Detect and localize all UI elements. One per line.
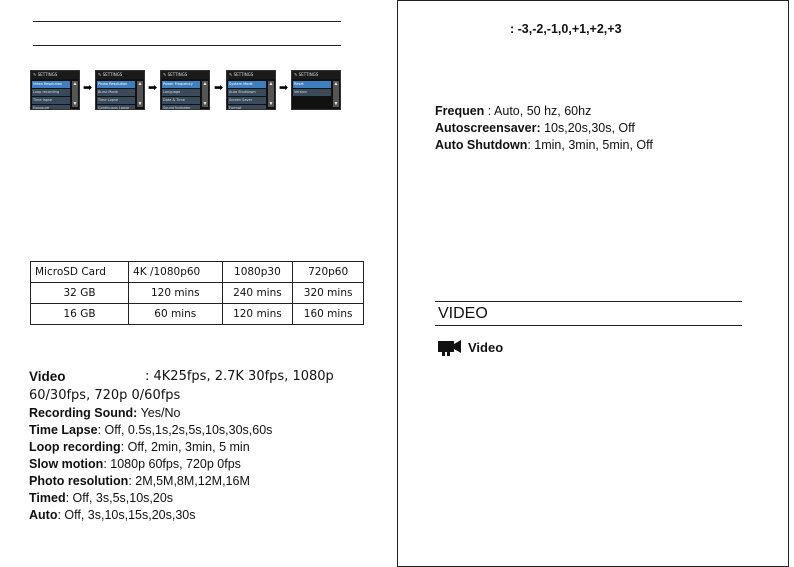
screen-header-label: SETTINGS: [102, 72, 123, 77]
menu-row: Power Frequency: [162, 81, 200, 88]
settings-screen-1: [30, 70, 80, 110]
video-heading-label: Video: [468, 340, 504, 355]
video-camera-icon: [437, 339, 465, 357]
arrow-right-icon: ➡: [279, 82, 289, 94]
settings-screen-2: [95, 70, 145, 110]
menu-row: Video Resolution: [32, 81, 70, 88]
spec-slow-motion: [29, 456, 241, 473]
spec-time-lapse: [29, 422, 272, 439]
screen-header: [161, 71, 209, 79]
spec-label: Photo resolution: [29, 474, 129, 488]
screen-header-label: SETTINGS: [233, 72, 254, 77]
spec-timed: [29, 490, 173, 507]
spec-label: Time Lapse: [29, 423, 98, 437]
menu-row: Screen Saver: [228, 97, 266, 104]
table-row: [31, 283, 364, 304]
table-cell: 120 mins: [129, 283, 222, 304]
scrollbar: [333, 81, 339, 107]
scrollbar: [202, 81, 208, 107]
settings-screen-4: [226, 70, 276, 110]
menu-row: Auto Shutdown: [228, 89, 266, 96]
exposure-values: : -3,-2,-1,0,+1,+2,+3: [510, 22, 622, 36]
menu-row: Burst Mode: [97, 89, 135, 96]
spec-value: : Off, 0.5s,1s,2s,5s,10s,30s,60s: [97, 423, 273, 437]
menu-row: Format: [228, 105, 266, 109]
screen-header-label: SETTINGS: [37, 72, 58, 77]
spec-value: : 2M,5M,8M,12M,16M: [128, 474, 250, 488]
table-cell: 240 mins: [222, 283, 293, 304]
table-cell: 60 mins: [129, 304, 222, 325]
table-cell: MicroSD Card: [31, 262, 129, 283]
scroll-down-icon: ▼: [72, 101, 78, 107]
spec-value: : Off, 2min, 3min, 5 min: [120, 440, 250, 454]
spec-label: Video: [29, 369, 66, 384]
video-resolution-line-cont: 60/30fps, 720p 0/60fps: [29, 388, 181, 403]
spec-value: 10s,20s,30s, Off: [540, 121, 635, 135]
settings-screen-3: [160, 70, 210, 110]
spec-auto-shutdown: [435, 137, 653, 154]
table-cell: 4K /1080p60: [129, 262, 222, 283]
top-rule-2: [33, 45, 341, 46]
scroll-up-icon: ▲: [202, 81, 208, 87]
arrow-right-icon: ➡: [148, 82, 158, 94]
scroll-down-icon: ▼: [268, 101, 274, 107]
right-page-right-border: [788, 0, 789, 567]
table-row: [31, 304, 364, 325]
screen-header: [96, 71, 144, 79]
screen-header: [292, 71, 340, 79]
screen-header-label: SETTINGS: [167, 72, 188, 77]
wrench-icon: ✎: [229, 72, 233, 77]
video-resolution-line: [29, 368, 334, 386]
spec-value: : Off, 3s,10s,15s,20s,30s: [57, 508, 196, 522]
spec-value: : Off, 3s,5s,10s,20s: [65, 491, 174, 505]
recording-capacity-table: [30, 261, 364, 325]
spec-value: : 1min, 3min, 5min, Off: [527, 138, 653, 152]
menu-row: System Mode: [228, 81, 266, 88]
wrench-icon: ✎: [294, 72, 298, 77]
spec-auto: [29, 507, 196, 524]
scrollbar: [268, 81, 274, 107]
arrow-right-icon: ➡: [83, 82, 93, 94]
table-row: [31, 262, 364, 283]
spec-autoscreensaver: [435, 120, 635, 137]
wrench-icon: ✎: [33, 72, 37, 77]
table-cell: 32 GB: [31, 283, 129, 304]
spec-label: Autoscreensaver:: [435, 121, 541, 135]
video-section-title: VIDEO: [438, 305, 488, 322]
menu-row: Time Lapse: [97, 97, 135, 104]
right-page-top-border: [397, 0, 789, 1]
spec-frequency: [435, 103, 591, 120]
arrow-right-icon: ➡: [214, 82, 224, 94]
spec-label: Auto Shutdown: [435, 138, 528, 152]
scroll-down-icon: ▼: [333, 101, 339, 107]
menu-row: Time lapse: [32, 97, 70, 104]
scroll-down-icon: ▼: [137, 101, 143, 107]
scroll-up-icon: ▲: [72, 81, 78, 87]
video-section-rule-bottom: [435, 325, 742, 326]
menu-row: Version: [293, 89, 331, 96]
spec-value: : 1080p 60fps, 720p 0fps: [103, 457, 241, 471]
menu-row: Reset: [293, 81, 331, 88]
screen-header-label: SETTINGS: [298, 72, 319, 77]
spec-label: Frequen: [435, 104, 485, 118]
table-cell: 16 GB: [31, 304, 129, 325]
table-cell: 1080p30: [222, 262, 293, 283]
menu-row: Sound Indicator: [162, 105, 200, 109]
spec-recording-sound: [29, 405, 180, 422]
spec-label: Timed: [29, 491, 66, 505]
screen-header: [227, 71, 275, 79]
settings-screen-5: [291, 70, 341, 110]
wrench-icon: ✎: [98, 72, 102, 77]
scroll-up-icon: ▲: [268, 81, 274, 87]
screen-header: [31, 71, 79, 79]
menu-row: Photo Resolution: [97, 81, 135, 88]
menu-row: Continuous Lapse: [97, 105, 135, 109]
spec-value: : Auto, 50 hz, 60hz: [484, 104, 592, 118]
spec-label: Loop recording: [29, 440, 121, 454]
scroll-up-icon: ▲: [137, 81, 143, 87]
spec-value: Yes/No: [137, 406, 181, 420]
wrench-icon: ✎: [163, 72, 167, 77]
table-cell: 720p60: [293, 262, 364, 283]
spec-label: Recording Sound:: [29, 406, 138, 420]
top-rule-1: [33, 21, 341, 22]
spec-photo-resolution: [29, 473, 250, 490]
right-page-left-border: [397, 0, 398, 567]
menu-row: Language: [162, 89, 200, 96]
scrollbar: [137, 81, 143, 107]
video-section-rule-top: [435, 301, 742, 302]
menu-row: Date & Time: [162, 97, 200, 104]
table-cell: 320 mins: [293, 283, 364, 304]
scrollbar: [72, 81, 78, 107]
spec-label: Auto: [29, 508, 58, 522]
scroll-up-icon: ▲: [333, 81, 339, 87]
table-cell: 120 mins: [222, 304, 293, 325]
scroll-down-icon: ▼: [202, 101, 208, 107]
spec-label: Slow motion: [29, 457, 104, 471]
spec-value: : 4K25fps, 2.7K 30fps, 1080p: [145, 369, 334, 384]
menu-row: Exposure: [32, 105, 70, 109]
spec-loop-recording: [29, 439, 250, 456]
menu-row: Loop recording: [32, 89, 70, 96]
table-cell: 160 mins: [293, 304, 364, 325]
